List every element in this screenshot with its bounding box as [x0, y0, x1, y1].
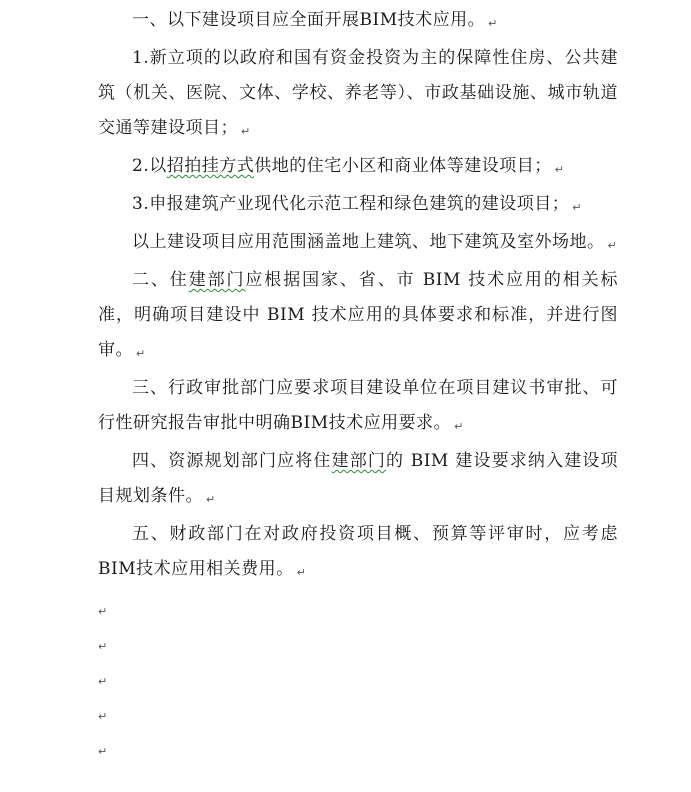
paragraph-mark-icon: ↵ — [296, 566, 306, 579]
paragraph-mark-icon: ↵ — [98, 605, 108, 618]
paragraph-mark-icon: ↵ — [488, 17, 498, 30]
empty-paragraph[interactable] — [98, 660, 618, 695]
section-three-paragraph[interactable]: 三、行政审批部门应要求项目建设单位在项目建议书审批、可行性研究报告审批中明确BIM技术应用要求。 ↵ — [98, 378, 618, 433]
paragraph-mark-icon: ↵ — [136, 347, 146, 360]
scope-paragraph[interactable]: 以上建设项目应用范围涵盖地上建筑、地下建筑及室外场地。 ↵ — [132, 232, 617, 252]
empty-paragraph[interactable] — [98, 730, 618, 765]
paragraph-mark-icon: ↵ — [98, 710, 108, 723]
paragraph-mark-icon: ↵ — [241, 125, 251, 138]
spellcheck-flagged-text[interactable]: 建部门 — [188, 270, 246, 290]
item-2-paragraph[interactable]: 2.以招拍挂方式供地的住宅小区和商业体等建设项目； ↵ — [132, 156, 564, 176]
section-four-paragraph[interactable]: 四、资源规划部门应将住建部门的 BIM 建设要求纳入建设项目规划条件。 ↵ — [98, 451, 619, 506]
spellcheck-flagged-text[interactable]: 招拍挂方式 — [166, 156, 255, 176]
item-3-paragraph[interactable]: 3.申报建筑产业现代化示范工程和绿色建筑的建设项目； ↵ — [132, 194, 582, 214]
item-1-paragraph[interactable]: 1.新立项的以政府和国有资金投资为主的保障性住房、公共建筑（机关、医院、文体、学校、养老等）、市政基础设施、城市轨道交通等建设项目； ↵ — [98, 48, 618, 138]
section-five-paragraph[interactable]: 五、财政部门在对政府投资项目概、预算等评审时，应考虑BIM技术应用相关费用。 ↵ — [98, 524, 618, 579]
paragraph-mark-icon: ↵ — [98, 745, 108, 758]
paragraph-mark-icon: ↵ — [98, 640, 108, 653]
section-one-heading[interactable]: 一、以下建设项目应全面开展BIM技术应用。 ↵ — [132, 10, 498, 30]
spellcheck-flagged-text[interactable]: 建部门 — [331, 451, 387, 471]
document-page — [98, 0, 618, 765]
empty-paragraph[interactable] — [98, 625, 618, 660]
paragraph-mark-icon: ↵ — [554, 163, 564, 176]
paragraph-mark-icon: ↵ — [572, 201, 582, 214]
section-two-paragraph[interactable]: 二、住建部门应根据国家、省、市 BIM 技术应用的相关标准，明确项目建设中 BIM 技术应用的具体要求和标准，并进行图审。 ↵ — [98, 270, 619, 360]
paragraph-mark-icon: ↵ — [454, 420, 464, 433]
paragraph-mark-icon: ↵ — [607, 239, 617, 252]
paragraph-mark-icon: ↵ — [98, 675, 108, 688]
paragraph-mark-icon: ↵ — [206, 493, 216, 506]
empty-paragraph[interactable] — [98, 590, 618, 625]
empty-paragraph[interactable] — [98, 695, 618, 730]
